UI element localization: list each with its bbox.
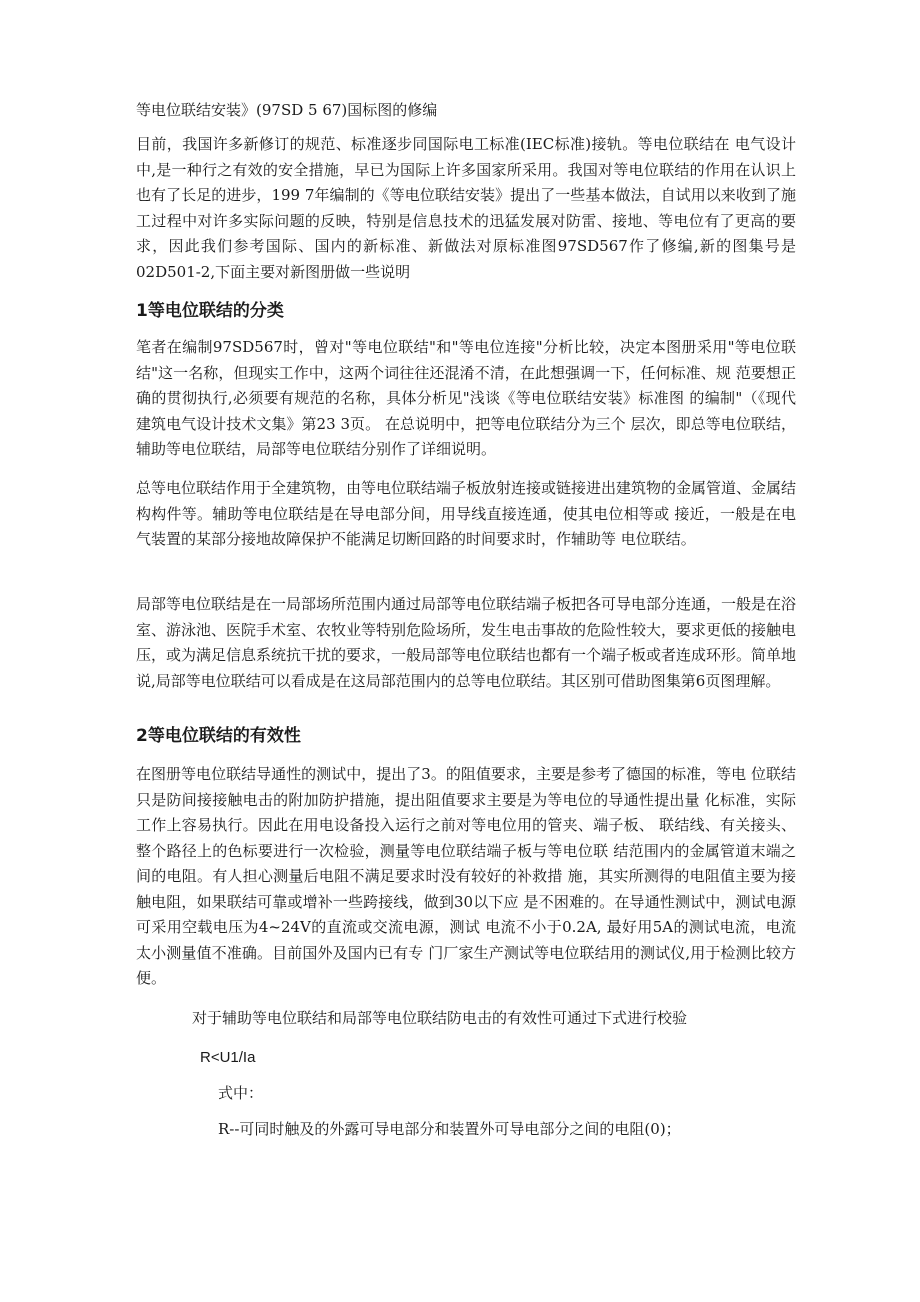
- formula-where-label: 式中：: [218, 1084, 264, 1102]
- resistance-definition: R--可同时触及的外露可导电部分和装置外可导电部分之间的电阻(0)；: [218, 1120, 681, 1138]
- document-title: 等电位联结安装》(97SD 5 67)国标图的修编: [136, 101, 438, 119]
- section-1-paragraph-1: 笔者在编制97SD567时，曾对"等电位联结"和"等电位连接"分析比较，决定本图册采用"等电位联结"这一名称，但现实工作中，这两个词往往还混淆不清，在此想强调一下，任何标准、规 范要想正确的贯彻执行,必须要有规范的名称，具体分析见"浅谈《等电位联结安装》标准图 的编制"（《现代建筑电气设计技术文集》第23 3页。 在总说明中，把等电位联结分为三个 层次，即总等电位联结，辅助等电位联结，局部等电位联结分别作了详细说明。: [136, 338, 796, 458]
- section-2-heading: 2等电位联结的有效性: [136, 726, 301, 746]
- section-1-paragraph-2: 总等电位联结作用于全建筑物，由等电位联结端子板放射连接或链接进出建筑物的金属管道、金属结构构件等。辅助等电位联结是在导电部分间，用导线直接连通，使其电位相等或 接近，一般是在电气装置的某部分接地故障保护不能满足切断回路的时间要求时，作辅助等 电位联结。: [136, 479, 797, 548]
- check-sentence: 对于辅助等电位联结和局部等电位联结防电击的有效性可通过下式进行校验: [192, 1009, 688, 1027]
- formula: R<U1/Ia: [200, 1049, 256, 1066]
- intro-paragraph: 目前，我国许多新修订的规范、标准逐步同国际电工标准(IEC标准)接轨。等电位联结在 电气设计中,是一种行之有效的安全措施，早已为国际上许多国家所采用。我国对等电位联结的作用在认识上也有了长足的进步，199 7年编制的《等电位联结安装》提出了一些基本做法，自试用以来收到了施工过程中对许多实际问题的反映，特别是信息技术的迅猛发展对防雷、接地、等电位有了更高的要求，因此我们参考国际、国内的新标准、新做法对原标准图97SD567作了修编,新的图集号是02D501-2,下面主要对新图册做一些说明: [136, 135, 796, 281]
- section-1-paragraph-3: 局部等电位联结是在一局部场所范围内通过局部等电位联结端子板把各可导电部分连通，一般是在浴室、游泳池、医院手术室、农牧业等特别危险场所，发生电击事故的危险性较大，要求更低的接触电压，或为满足信息系统抗干扰的要求，一般局部等电位联结也都有一个端子板或者连成环形。简单地说,局部等电位联结可以看成是在这局部范围内的总等电位联结。其区别可借助图集第6页图理解。: [136, 595, 797, 690]
- section-2-paragraph-1: 在图册等电位联结导通性的测试中，提出了3。的阻值要求，主要是参考了德国的标准，等电 位联结只是防间接接触电击的附加防护措施，提出阻值要求主要是为等电位的导通性提出量 化标准，实际工作上容易执行。因此在用电设备投入运行之前对等电位用的管夹、端子板、 联结线、有关接头、整个路径上的色标要进行一次检验，测量等电位联结端子板与等电位联 结范围内的金属管道末端之间的电阻。有人担心测量后电阻不满足要求时没有较好的补救措 施，其实所测得的电阻值主要为接触电阻，如果联结可靠或增补一些跨接线，做到30以下应 是不困难的。在导通性测试中，测试电源可采用空载电压为4~24V的直流或交流电源，测试 电流不小于0.2A, 最好用5A的测试电流，电流太小测量值不准确。目前国外及国内已有专 门厂家生产测试等电位联结用的测试仪,用于检测比较方便。: [136, 765, 796, 987]
- section-1-heading: 1等电位联结的分类: [136, 301, 284, 321]
